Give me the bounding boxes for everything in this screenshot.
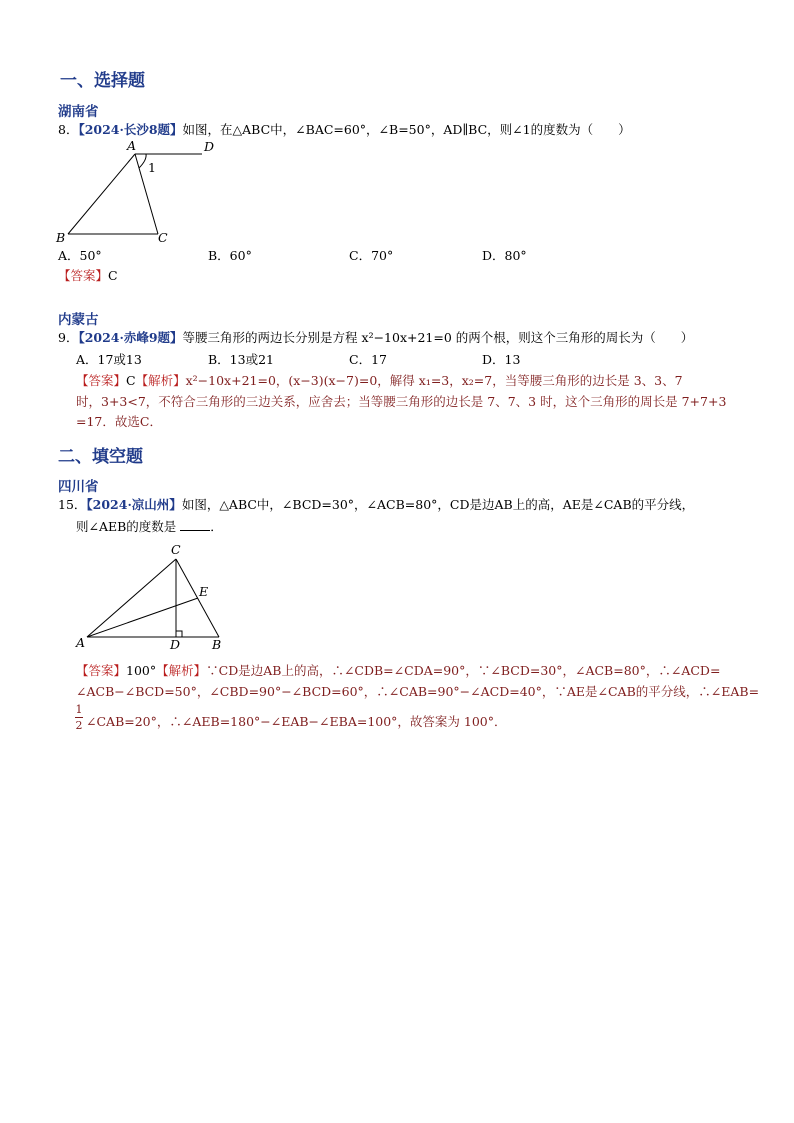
fraction-one-half: [75, 703, 83, 732]
choice-d: D．13: [482, 352, 521, 367]
choice-b: B．13或21: [208, 352, 274, 367]
question-source: 【2024·凉山州】: [86, 497, 182, 512]
question-number: 15．: [58, 497, 87, 512]
analysis-text: x²−10x+21=0，(x−3)(x−7)=0，解得 x₁=3，x₂=7，当等腰三角形的边长是 3、3、7: [185, 373, 683, 388]
question-stem: 如图，在△ABC中，∠BAC=60°，∠B=50°，AD∥BC，则∠1的度数为（ ）: [182, 122, 631, 137]
segment-AC: [87, 559, 176, 637]
analysis-q15-line2: ∠ACB−∠BCD=50°，∠CBD=90°−∠BCD=60°，∴∠CAB=90°−∠ACD=40°，∵AE是∠CAB的平分线，∴∠EAB=: [76, 684, 760, 699]
answer-value: 100°: [126, 663, 157, 678]
question-source: 【2024·赤峰9题】: [78, 330, 183, 345]
analysis-q15-line3: ∠CAB=20°，∴∠AEB=180°−∠EAB−∠EBA=100°，故答案为 100°．: [86, 714, 507, 729]
answer-blank: [180, 520, 210, 531]
label-A: A: [76, 635, 86, 650]
choice-c: C．17: [349, 352, 387, 367]
answer-label: 【答案】: [76, 663, 127, 678]
province-label-hunan: 湖南省: [58, 104, 99, 120]
question-source: 【2024·长沙8题】: [78, 122, 183, 137]
choice-b: B．60°: [208, 248, 252, 263]
analysis-q9-line2: 时，3+3<7，不符合三角形的三边关系，应舍去；当等腰三角形的边长是 7、7、3 时，这个三角形的周长是 7+7+3: [76, 394, 727, 409]
answer-label: 【答案】: [58, 268, 109, 283]
analysis-q9-line3: =17．故选C．: [76, 414, 162, 429]
label-1: 1: [148, 160, 156, 175]
section-title-choice: 一、选择题: [60, 71, 145, 91]
figure-q8-triangle: [52, 138, 222, 244]
segment-AB: [68, 154, 135, 234]
label-D: D: [170, 637, 181, 652]
analysis-text: ∵CD是边AB上的高，∴∠CDB=∠CDA=90°，∵∠BCD=30°，∠ACB=80°，∴∠ACD=: [206, 663, 721, 678]
province-label-sichuan: 四川省: [58, 479, 99, 495]
label-E: E: [199, 584, 209, 599]
question-15-line2: [76, 517, 223, 537]
angle-1-arc: [139, 154, 146, 168]
question-stem: 等腰三角形的两边长分别是方程 x²−10x+21=0 的两个根，则这个三角形的周长为（ ）: [182, 330, 694, 345]
section-title-fill: 二、填空题: [58, 447, 143, 467]
figure-q15-triangle: [70, 541, 240, 655]
analysis-label: 【解析】: [135, 373, 186, 388]
label-D: D: [204, 139, 215, 154]
fraction-denominator: 2: [75, 719, 83, 732]
stem-end: ．: [210, 519, 223, 534]
answer-q8: [58, 266, 118, 284]
province-label-neimenggu: 内蒙古: [58, 312, 99, 328]
choice-a: A．17或13: [76, 352, 142, 367]
label-B: B: [212, 637, 222, 652]
answer-value: C: [126, 373, 136, 388]
choice-c: C．70°: [349, 248, 394, 263]
question-stem: 如图，△ABC中，∠BCD=30°，∠ACB=80°，CD是边AB上的高，AE是∠CAB的平分线，: [181, 497, 695, 512]
choice-d: D．80°: [482, 248, 527, 263]
fraction-numerator: 1: [75, 703, 83, 716]
analysis-q15-line1: [76, 661, 720, 681]
label-C: C: [158, 230, 168, 244]
question-number: 9．: [58, 330, 79, 345]
label-B: B: [56, 230, 66, 244]
label-C: C: [171, 542, 181, 557]
question-number: 8．: [58, 122, 79, 137]
answer-label: 【答案】: [76, 373, 127, 388]
answer-value: C: [108, 268, 118, 283]
analysis-q9-line1: [76, 371, 683, 391]
question-9: [58, 328, 693, 348]
label-A: A: [127, 138, 137, 153]
choice-a: A．50°: [58, 248, 102, 263]
analysis-label: 【解析】: [156, 663, 207, 678]
question-stem-2: 则∠AEB的度数是: [76, 519, 177, 534]
question-8: [58, 120, 631, 140]
question-15: [58, 495, 694, 515]
